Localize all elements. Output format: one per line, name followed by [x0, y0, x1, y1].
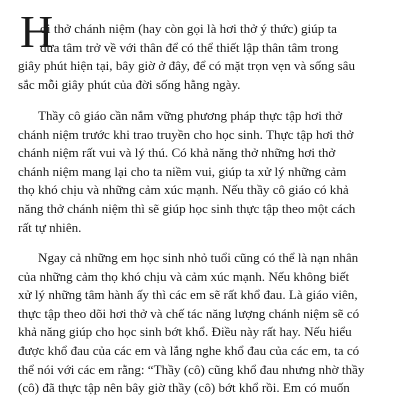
paragraph-line: chánh niệm rất vui và lý thú. Có khả năng thở những hơi thở	[18, 145, 336, 161]
paragraph-line: được khổ đau của các em và lắng nghe khổ đau của các em, ta có	[18, 342, 360, 358]
paragraph-2	[18, 107, 386, 237]
paragraph-line: thể nói với các em rằng: “Thầy (cô) cũng khổ đau nhưng nhờ thầy	[18, 361, 365, 377]
paragraph-line: Thầy cô giáo cần nắm vững phương pháp thực tập hơi thở	[38, 108, 343, 123]
paragraph-line: thực tập theo dõi hơi thở và chế tác năng lượng chánh niệm sẽ có	[18, 305, 360, 321]
paragraph-line: thọ khó chịu và những cảm xúc mạnh. Nếu thầy cô giáo có khả	[18, 182, 349, 198]
paragraph-line: chánh niệm trước khi trao truyền cho học sinh. Thực tập hơi thở	[18, 126, 354, 142]
drop-cap-letter: H	[20, 6, 54, 57]
paragraph-3	[18, 249, 386, 398]
paragraph-line: giây phút hiện tại, bây giờ ở đây, để có mặt trọn vẹn và sống sâu	[18, 58, 355, 74]
paragraph-line: sắc mỗi giây phút của đời sống hằng ngày.	[18, 76, 241, 92]
paragraph-line: năng thở chánh niệm thì sẽ giúp học sinh thực tập theo một cách	[18, 200, 356, 216]
paragraph-1	[18, 20, 386, 94]
paragraph-line: (cô) đã thực tập nên bây giờ thầy (cô) bớt khổ rồi. Em có muốn	[18, 380, 350, 396]
paragraph-line: chánh niệm mang lại cho ta niềm vui, giúp ta xử lý những cảm	[18, 163, 347, 179]
paragraph-line: Ngay cả những em học sinh nhỏ tuổi cũng có thể là nạn nhân	[38, 250, 359, 265]
paragraph-line: xử lý những tâm hành ấy thì các em sẽ rất khổ đau. Là giáo viên,	[18, 287, 358, 303]
paragraph-line: đưa tâm trở về với thân để có thể thiết lập thân tâm trong	[40, 39, 339, 55]
paragraph-line: rất tự nhiên.	[18, 219, 82, 235]
paragraph-line: ơi thở chánh niệm (hay còn gọi là hơi thở ý thức) giúp ta	[40, 21, 337, 36]
paragraph-line: khả năng giúp cho học sinh bớt khổ. Điều này rất hay. Nếu hiểu	[18, 324, 352, 340]
paragraph-line: của những cảm thọ khó chịu và cảm xúc mạnh. Nếu không biết	[18, 268, 350, 284]
